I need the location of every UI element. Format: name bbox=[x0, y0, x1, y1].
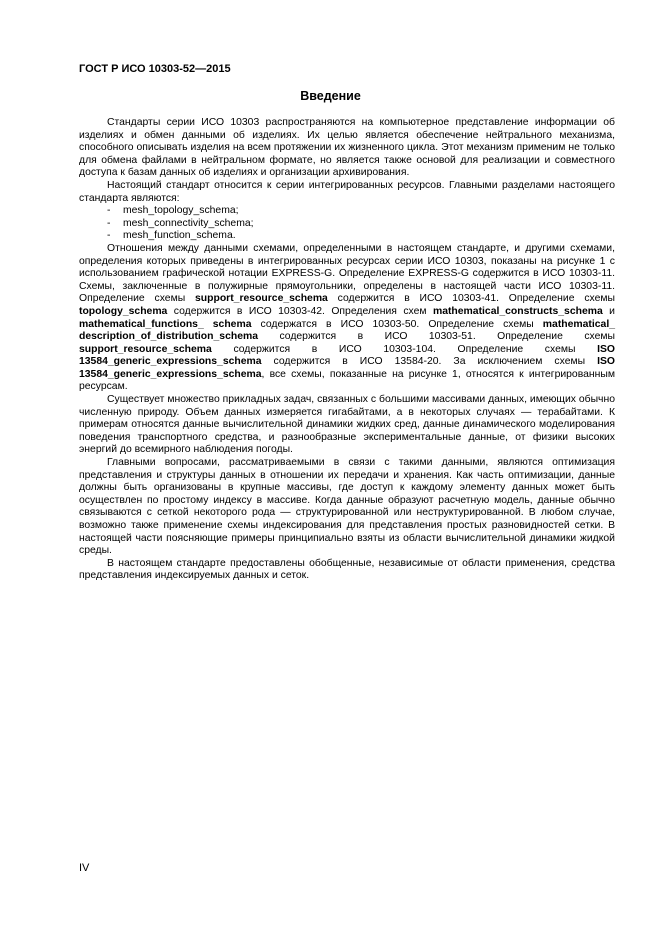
schema-name: support_resource_schema bbox=[195, 293, 328, 305]
schema-name: ISO 13584_generic_expressions_schema bbox=[79, 356, 615, 380]
paragraph-3: Отношения между данными схемами, определенными в настоящем стандарте, и другими схемами, определения которых приведены в интегрированных ресурсах серии ИСО 10303, показаны на рисунке 1 с использованием графической нотации EXPRESS-G. Определение EXPRESS-G содержится в ИСО 10303-11. Схемы, заключенные в полужирные прямоугольники, определены в настоящей части ИСО 10303-11. Определение схемы support_resource_schema содержится в ИСО 10303-41. Определение схемы topology_schema содержится в ИСО 10303-42. Определения схем mathematical_constructs_schema и mathematical_functions_ schema содержатся в ИСО 10303-50. Определение схемы mathematical_ description_of_distribution_schema содержится в ИСО 10303-51. Определение схемы support_resource_schema содержится в ИСО 10303-104. Определение схемы ISO 13584_generic_expressions_schema содержится в ИСО 13584-20. За исключением схемы ISO 13584_generic_expressions_schema, все схемы, показанные на рисунке 1, относятся к интегрированным ресурсам. bbox=[79, 242, 615, 393]
document-body bbox=[79, 117, 615, 583]
document-code: ГОСТ Р ИСО 10303-52—2015 bbox=[79, 63, 231, 75]
paragraph-4: Существует множество прикладных задач, связанных с большими массивами данных, имеющих обычно численную природу. Объем данных измеряется гигабайтами, а в некоторых случаях — терабайтами. К примерам относятся данные вычислительной динамики жидких сред, данные динамического моделирования поведения транспортного средства, и разнообразные экспериментальные данные, от физики высоких энергий до всемирного наблюдения погоды. bbox=[79, 394, 615, 456]
section-title: Введение bbox=[300, 89, 361, 103]
page-number: IV bbox=[79, 862, 90, 874]
schema-name: mathematical_ description_of_distribution_schema bbox=[79, 318, 615, 343]
schema-name: support_resource_schema bbox=[79, 343, 212, 355]
schema-name: mathematical_constructs_schema bbox=[432, 305, 603, 317]
list-item: - mesh_topology_schema; bbox=[107, 205, 239, 217]
paragraph-2: Настоящий стандарт относится к серии интегрированных ресурсов. Главными разделами настоящего стандарта являются: bbox=[79, 179, 615, 204]
list-item: - mesh_function_schema. bbox=[107, 230, 236, 242]
list-item: - mesh_connectivity_schema; bbox=[107, 217, 254, 229]
schema-name: ISO 13584_generic_expressions_schema bbox=[79, 343, 615, 368]
paragraph-1: Стандарты серии ИСО 10303 распространяются на компьютерное представление информации об изделиях и обмен данными об изделиях. Их целью является обеспечение нейтрального механизма, способного описывать изделия на всем протяжении их жизненного цикла. Этот механизм применим не только для обмена файлами в нейтральном формате, но является также основой для реализации и совместного доступа к базам данных об изделиях и организации архивирования. bbox=[79, 117, 615, 179]
schema-name: topology_schema bbox=[79, 305, 168, 317]
paragraph-5: Главными вопросами, рассматриваемыми в связи с такими данными, являются оптимизация представления и структуры данных в отношении их передачи и хранения. Как часть оптимизации, данные должны быть организованы в крупные массивы, где доступ к каждому элементу данных может быть осуществлен по простому индексу в массиве. Когда данные образуют расчетную модель, данные обычно связываются с сеткой некоторого рода — структурированной или неструктурированной. В любом случае, возможно также применение схемы индексирования для представления простых разновидностей сетки. В настоящей части поясняющие примеры принципиально взяты из области вычислительной динамики жидкой среды. bbox=[79, 457, 615, 557]
paragraph-6: В настоящем стандарте предоставлены обобщенные, независимые от области применения, средства представления индексируемых данных и сеток. bbox=[79, 557, 615, 582]
schema-name: mathematical_functions_ schema bbox=[79, 318, 252, 330]
schema-list bbox=[79, 205, 615, 243]
